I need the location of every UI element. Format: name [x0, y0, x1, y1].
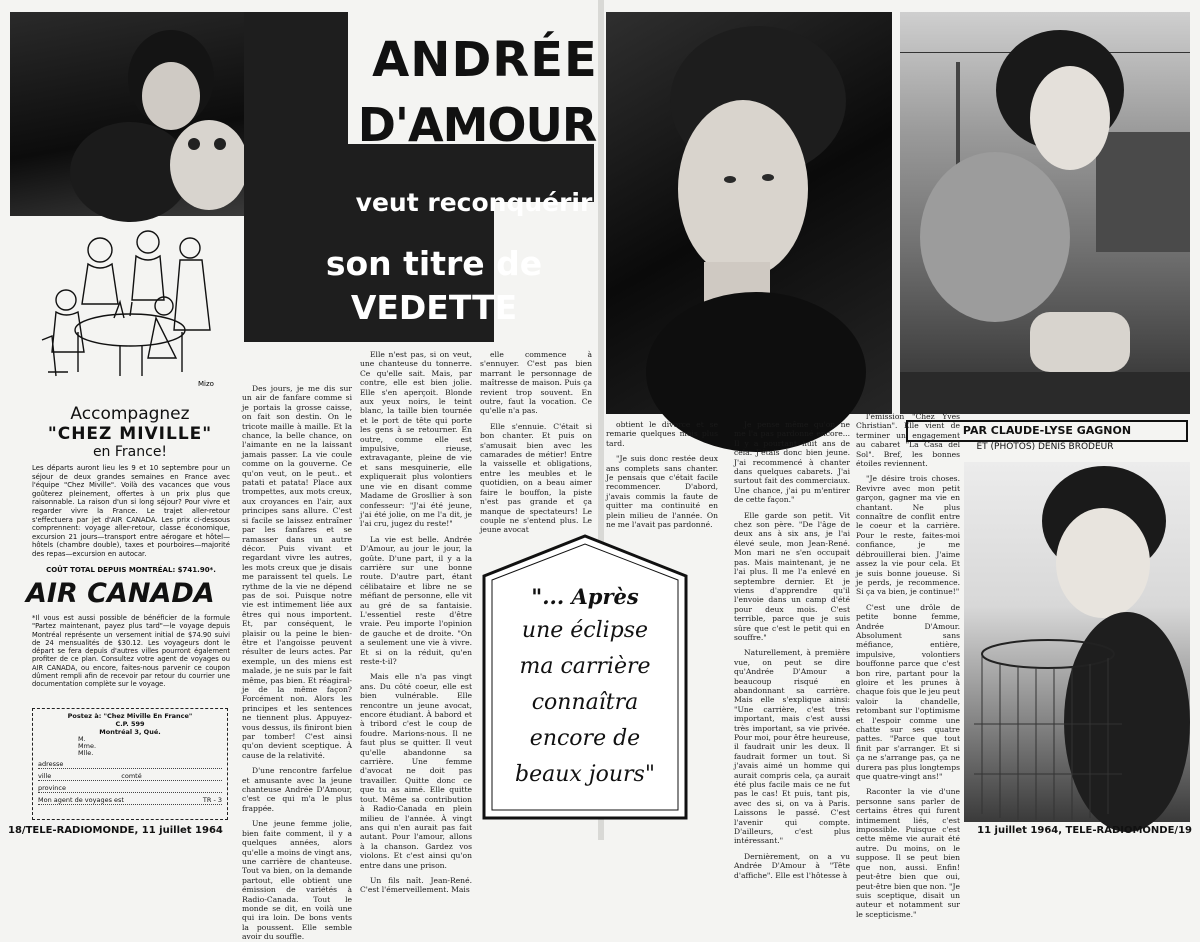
photo-woman-with-plush-tiger [10, 12, 248, 216]
article-c1-p1: Des jours, je me dis sur un air de fanfare comme si je portais la grosse caisse, on fait son destin. On le tricote maille à maille. Et la chance, la belle chance, on l'aimante en ne la laissant jamais passer. La vie coule comme on la gouverne. Ce qu'on veut, on le peut.. et patati et patata! Place aux trompettes, aux mots creux, aux croyances en l'air, aux principes sans allure. C'est si facile se laissez entraîner par les fanfares et se ramasser dans un autre décor. Puis vivant et regardant vivre les autres, les mots creux que je disais me paraissent tel quels. Le rythme de la vie ne dépend pas de soi. Puisque notre vie est intimement liée aux êtres qui nous importent. Et, par conséquent, le plaisir ou la peine le bien-être et l'angoisse peuvent résulter de leurs actes. Par exemple, un des miens est malade, je ne suis par le fait même, pas bien. Et réagiral-je de la même façon? Forcément non. Alors les principes et les sentences ne tiennent plus. Appuyez-vous dessus, ils finiront bien par tomber! C'est ainsi qu'on devient sceptique. À cause de la relativité. [242, 384, 352, 760]
ad-airline-logo: AIR CANADA [26, 578, 215, 609]
quote-line-3: ma carrière [519, 654, 651, 679]
article-c2-p3: Mais elle n'a pas vingt ans. Du côté coeur, elle est bien vulnérable. Elle rencontre un jeune avocat, encore étudiant. À babord et à tribord c'est le coup de foudre. Marions-nous. Il ne faut plus se quitter. Il veut qu'elle abandonne sa carrière. Une femme d'avocat ne doit pas travailler. Quitte donc ce que tu as aimé. Elle quitte tout. Même sa contribution à Radio-Canada en plein milieu de l'année. À vingt ans qui n'en aurait pas fait autant. Pour l'amour, allons à la chanson. Gardez vos violons. Et c'est ainsi qu'on entre dans une prison. [360, 672, 472, 870]
article-c1-p3: Une jeune femme jolie, bien faite comment, il y a quelques années, alors qu'elle a moins de vingt ans, une carrière de chanteuse. Tout va bien, on la demande partout, elle obtient une émission de variétés à Radio-Canada. Tout le monde se dit, en voilà une qui ira loin. De bons vents la poussent. Elle semble avoir du souffle. [242, 819, 352, 942]
ad-note: *Il vous est aussi possible de bénéficier de la formule "Partez maintenant, payez plus tard"—le voyage depuis Montréal représente un versement initial de $74.90 suivi de 24 mensualités de $30.12. Les voyageurs dont le départ se fera depuis d'autres villes pourront également profiter de ce plan. Consultez votre agent de voyages ou AIR CANADA, ou encore, faites-nous parvenir ce coupon dûment rempli afin de recevoir par retour du courrier une documentation complète sur le voyage. [32, 614, 230, 689]
article-c3-p1: elle commence à s'ennuyer. C'est pas bien marrant le personnage de maîtresse de maison. Puis ça revient trop souvent. En outre, faut la vocation. Ce qu'elle n'a pas. [480, 350, 592, 416]
article-c1-p2: D'une rencontre farfelue et amusante avec la jeune chanteuse Andrée D'Amour, c'est ce qui m'a le plus frappée. [242, 766, 352, 813]
article-column-4 [606, 420, 718, 530]
quote-line-2: une éclipse [521, 618, 649, 643]
coupon-address-line[interactable] [38, 759, 222, 769]
headline-name-line1: ANDRÉE [372, 32, 598, 88]
coupon-province-line[interactable] [38, 783, 222, 793]
footer-right-folio: 11 juillet 1964, TELE-RADIOMONDE/19 [977, 825, 1192, 836]
coupon-field-address: adresse [38, 760, 64, 768]
ad-title-2: "CHEZ MIVILLE" [47, 424, 213, 444]
article-column-5 [734, 420, 850, 880]
ad-title-1: Accompagnez [70, 404, 190, 424]
photo-woman-with-birdcage [964, 462, 1190, 822]
coupon-field-comte: comté [121, 772, 142, 780]
cartoon-signature: Mizo [198, 380, 214, 388]
article-column-3 [480, 350, 592, 560]
article-c3-p2: Elle s'ennuie. C'était si bon chanter. Et puis on s'amusait bien avec les camarades de métier! Entre la vaisselle et obligations, entre les meubles et le quotidien, on a beau aimer faire le bouffon, la piste n'est pas grande et ça manque de spectateurs! Le couple ne s'entend plus. Le jeune avocat [480, 421, 592, 535]
article-c2-p4: Un fils naît. Jean-René. C'est l'émerveillement. Mais [360, 875, 472, 895]
article-c6-p2: "Je désire trois choses. Revivre avec mon petit garçon, gagner ma vie en chantant. Ne plus connaître de conflit entre le coeur et la carrière. Pour le reste, faites-moi confiance, je me débrouillerai bien. J'aime assez la vie pour cela. Et je suis bonne joueuse. Si je perds, je recommence. Si ça va bien, je continue!" [856, 474, 960, 597]
article-c6-p4: Raconter la vie d'une personne sans parler de certains êtres qui furent intimement liés, c'est impossible. Puisque c'est cette même vie aurait été autre. Du moins, on le suppose. Il se peut bien que non, aussi. Enfin! peut-être bien que oui, peut-être bien que non. "Je suis sceptique, disait un auteur et notamment sur le scepticisme." [856, 787, 960, 919]
article-c6-p3: C'est une drôle de petite bonne femme, Andrée D'Amour. Absolument sans méfiance, entière, impulsive, volontiers bouffonne parce que c'est bon rire, partant pour la gloire et les prunes à chaque fois que le jeu peut valoir la chandelle, retombant sur l'optimisme et l'espoir comme une chatte sur ses quatre pattes. "Parce que tout finit par s'arranger. Et si ça ne s'arrange pas, ça ne durera pas plus longtemps que quatre-vingt ans!" [856, 602, 960, 782]
article-column-2 [360, 350, 472, 895]
coupon-box: C.P. 599 [115, 720, 145, 728]
coupon-field-province: province [38, 784, 66, 792]
ad-coupon [32, 708, 228, 820]
byline-photos: ET (PHOTOS) DENIS BRODEUR [976, 442, 1114, 452]
article-c4-p2: "Je suis donc restée deux ans complets sans chanter. Je pensais que c'était facile recommencer. D'abord, j'avais commis la faute de quitter ma continuité en plein milieu de l'année. On ne me l'avait pas pardonné. [606, 454, 718, 530]
coupon-code: TR - 3 [202, 796, 222, 804]
ad-cost: COÛT TOTAL DEPUIS MONTRÉAL: $741.90*. [46, 566, 216, 574]
cartoon-illustration [30, 220, 230, 392]
headline-sub-line1: veut reconquérir [355, 188, 593, 217]
coupon-field-agent: Mon agent de voyages est [38, 796, 124, 804]
photo-woman-leaning [900, 12, 1190, 414]
article-column-1 [242, 384, 352, 942]
ad-body: Les départs auront lieu les 9 et 10 septembre pour un séjour de deux grandes semaines en France avec l'équipe "Chez Miville". Voilà des vacances que vous goûterez pleinement, offertes à un prix plus que raisonnable. La raison d'un si long séjour? Pour vivre et regarder vivre la France. Le trajet aller-retour s'effectuera par jet d'AIR CANADA. Les prix ci-dessous comprennent: voyage aller-retour, classe économique, excursion 21 jours—transport entre aérogare et hôtel—hôtels (chambre double), taxes et pourboires—majorité des repas—excursion en autocar. [32, 464, 230, 558]
article-c5-p3: Naturellement, à première vue, on peut se dire qu'Andrée D'Amour a beaucoup risqué en abandonnant sa carrière. Mais elle s'explique ainsi: "Une carrière, c'est très important, mais c'est aussi très important, sa vie privée. Pour moi, pour être heureuse, il faudrait unir les deux. Il faudrait former un tout. Si j'avais aimé un homme qui aurait compris cela, ça aurait été plus facile mais ce ne fut pas le cas! Et puis, tant pis, avec des si, on va à Paris. Laissons le passé. C'est l'avenir qui compte. D'ailleurs, c'est plus intéressant." [734, 648, 850, 846]
coupon-field-mlle: Mlle. [78, 749, 94, 757]
quote-line-6: beaux jours" [515, 762, 655, 787]
headline-sub-line3: VEDETTE [350, 288, 518, 327]
coupon-city: Montréal 3, Qué. [99, 728, 161, 736]
coupon-field-ville: ville [38, 772, 52, 780]
photo-portrait-large [606, 12, 892, 414]
coupon-agent-line[interactable] [38, 795, 222, 805]
coupon-field-mme: Mme. [78, 742, 97, 750]
article-column-6 [856, 412, 960, 919]
article-c4-p1: obtient le divorce et se remarie quelques mois plus tard. [606, 420, 718, 448]
coupon-city-line[interactable] [38, 771, 222, 781]
article-c2-p2: La vie est belle. Andrée D'Amour, au jour le jour, la goûte. D'une part, il y a la carrière sur une bonne route. D'autre part, étant célibataire et libre ne se méfiant de personne, elle vit au gré de sa fantaisie. L'essentiel reste d'être vraie. Peu importe l'opinion de gauche et de droite. "On a seulement une vie à vivre. Et si on la réduit, qu'en reste-t-il? [360, 534, 472, 666]
coupon-header: Postez à: "Chez Miville En France" [67, 712, 193, 720]
quote-line-5: encore de [529, 726, 641, 751]
article-c6-p1: l'émission "Chez Yves Christian". Elle vient de terminer un engagement au cabaret "La Casa del Sol". Bref, les bonnes étoiles reviennent. [856, 412, 960, 469]
quote-line-4: connaîtra [531, 690, 639, 715]
headline-name-line2: D'AMOUR [357, 98, 597, 152]
pull-quote [480, 532, 690, 822]
headline-block [244, 12, 598, 342]
article-c2-p1: Elle n'est pas, si on veut, une chanteuse du tonnerre. Ce qu'elle sait. Mais, par contre, elle est bien jolie. Elle s'en aperçoit. Blonde aux yeux noirs, le teint blanc, la taille bien tournée et le port de tête qui porte les gens à se retourner. En outre, comme elle est impulsive, rieuse, extravagante, pleine de vie et sans mesquinerie, elle expliquerait plus volontiers une vie en disant comme Madame de Grosllier à son confesseur: "J'ai été jeune, j'ai été jolie, on me l'a dit, je l'ai cru, jugez du reste!" [360, 350, 472, 529]
article-c5-p2: Elle garde son petit. Vit chez son père. "De l'âge de deux ans à six ans, je l'ai élevé seule, mon Jean-René. Mon mari ne s'en occupait pas. Mais maintenant, je ne l'ai plus. Il me l'a enlevé en septembre dernier. Et je viens d'apprendre qu'il l'envoie dans un camp d'été pour deux mois. C'est terrible, parce que je suis sûre que c'est le petit qui en souffre." [734, 510, 850, 642]
byline-author: PAR CLAUDE-LYSE GAGNON [906, 420, 1188, 442]
article-c5-p4: Dernièrement, on a vu Andrée D'Amour à "Tête d'affiche". Elle est l'hôtesse à [734, 851, 850, 880]
article-c5-p1: Je pense même qu'on ne me l'a pas pardonné encore... Il y a pourtant huit ans de cela. J'étais donc bien jeune. J'ai recommencé à chanter dans quelques cabarets. J'ai surtout fait des commerciaux. Une chance, j'ai pu m'entirer de cette façon." [734, 420, 850, 505]
footer-left-folio: 18/TELE-RADIOMONDE, 11 juillet 1964 [8, 825, 223, 836]
coupon-field-m: M. [78, 735, 86, 743]
quote-line-1: "... Après [531, 584, 639, 609]
headline-sub-line2: son titre de [325, 244, 543, 283]
ad-title-3: en France! [92, 444, 168, 460]
